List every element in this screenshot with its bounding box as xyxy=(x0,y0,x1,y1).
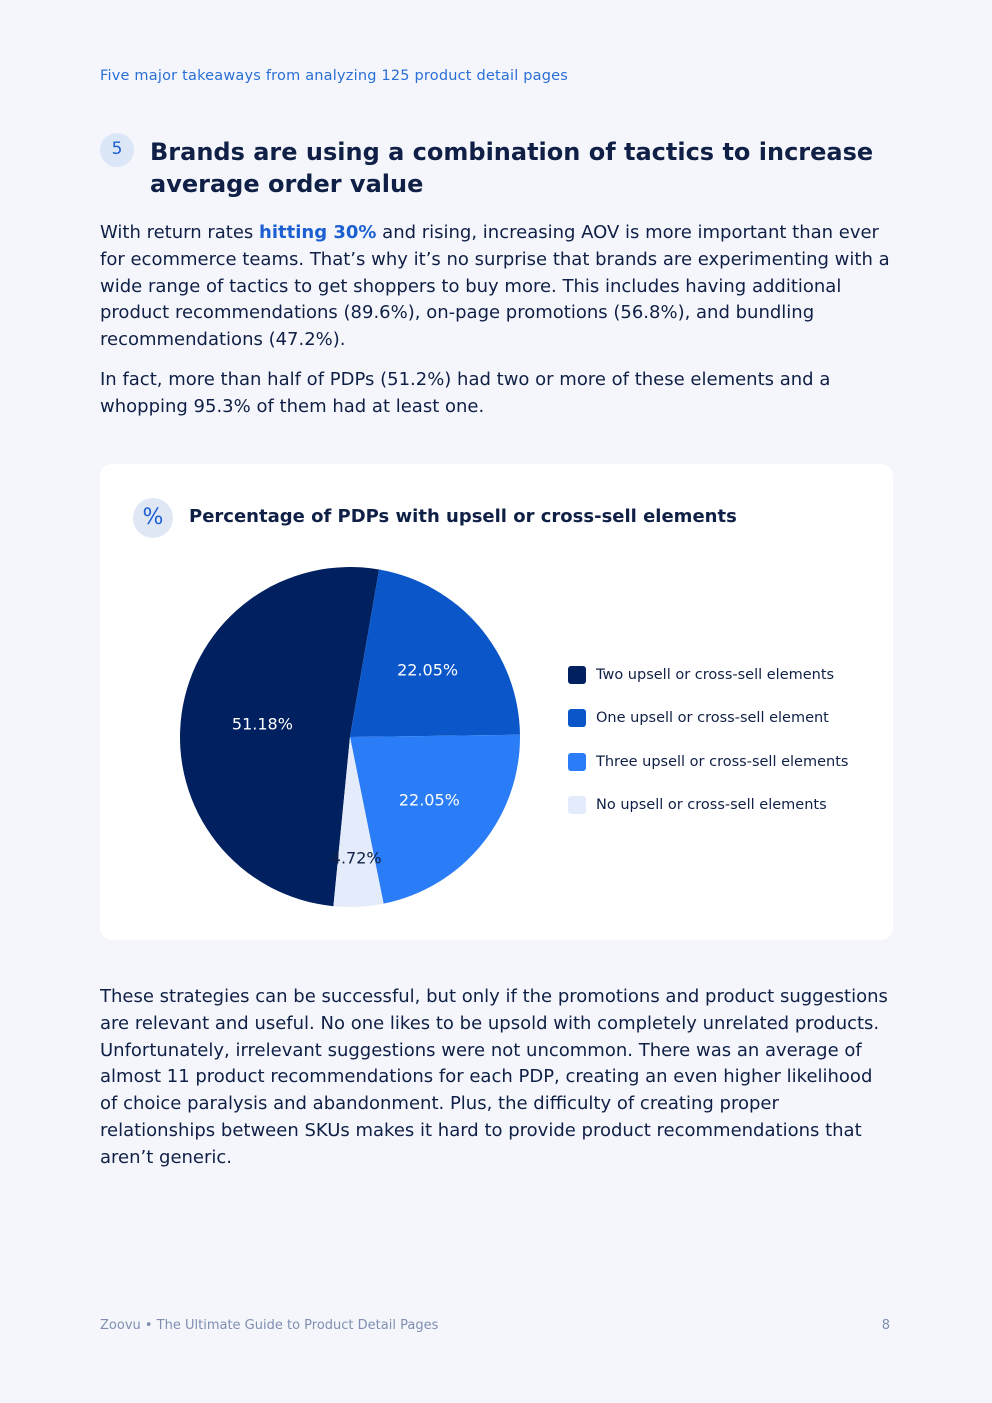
intro-paragraph xyxy=(100,220,890,354)
section-title: Brands are using a combination of tactics to increase average order value xyxy=(150,138,874,198)
legend-item xyxy=(568,653,848,697)
legend-item xyxy=(568,740,848,784)
legend-item xyxy=(568,697,848,741)
legend-swatch xyxy=(568,753,586,771)
legend-item xyxy=(568,784,848,828)
closing-paragraph xyxy=(100,984,890,1172)
legend-swatch xyxy=(568,709,586,727)
pie-value-label: 22.05% xyxy=(397,660,459,680)
footer-title: Zoovu • The Ultimate Guide to Product Detail Pages xyxy=(100,1318,439,1333)
legend-swatch xyxy=(568,666,586,684)
intro-rest-text: and rising, increasing AOV is more important than ever for ecommerce teams. That’s why it’s no surprise that brands are experimenting with a wide range of tactics to get shoppers to buy more. This includes having additional product recommendations (89.6%), on-page promotions (56.8%), and bundling recommendations (47.2%). xyxy=(100,222,890,351)
percent-icon: % xyxy=(133,498,173,538)
pie-value-label: 22.05% xyxy=(398,790,460,810)
legend-label: Three upsell or cross-sell elements xyxy=(596,753,849,770)
legend-swatch xyxy=(568,796,586,814)
legend-label: No upsell or cross-sell elements xyxy=(596,797,827,814)
pie-slice xyxy=(350,570,520,737)
page-number: 8 xyxy=(881,1318,890,1333)
pie-value-label: 4.72% xyxy=(330,848,382,868)
chart-card xyxy=(100,464,893,940)
legend-label: One upsell or cross-sell element xyxy=(596,710,829,727)
pie-chart xyxy=(160,554,540,919)
intro-lead-text: With return rates xyxy=(100,222,260,243)
chart-legend xyxy=(568,653,848,827)
chart-title: Percentage of PDPs with upsell or cross-sell elements xyxy=(189,506,737,527)
return-rate-link[interactable]: hitting 30% xyxy=(259,222,377,243)
summary-text: In fact, more than half of PDPs (51.2%) had two or more of these elements and a whopping 95.3% of them had at least one. xyxy=(100,369,831,417)
summary-paragraph xyxy=(100,367,890,421)
pie-value-label: 51.18% xyxy=(231,714,293,734)
legend-label: Two upsell or cross-sell elements xyxy=(596,666,835,683)
running-header: Five major takeaways from analyzing 125 product detail pages xyxy=(100,68,569,84)
closing-text: These strategies can be successful, but only if the promotions and product suggestions are relevant and useful. No one likes to be upsold with completely unrelated products. Unfortunately, irrelevant suggestions were not uncommon. There was an average of almost 11 product recommendations for each PDP, creating an even higher likelihood of choice paralysis and abandonment. Plus, the difficulty of creating proper relationships between SKUs makes it hard to provide product recommendations that aren’t generic. xyxy=(100,986,888,1168)
section-number-badge: 5 xyxy=(100,133,134,167)
